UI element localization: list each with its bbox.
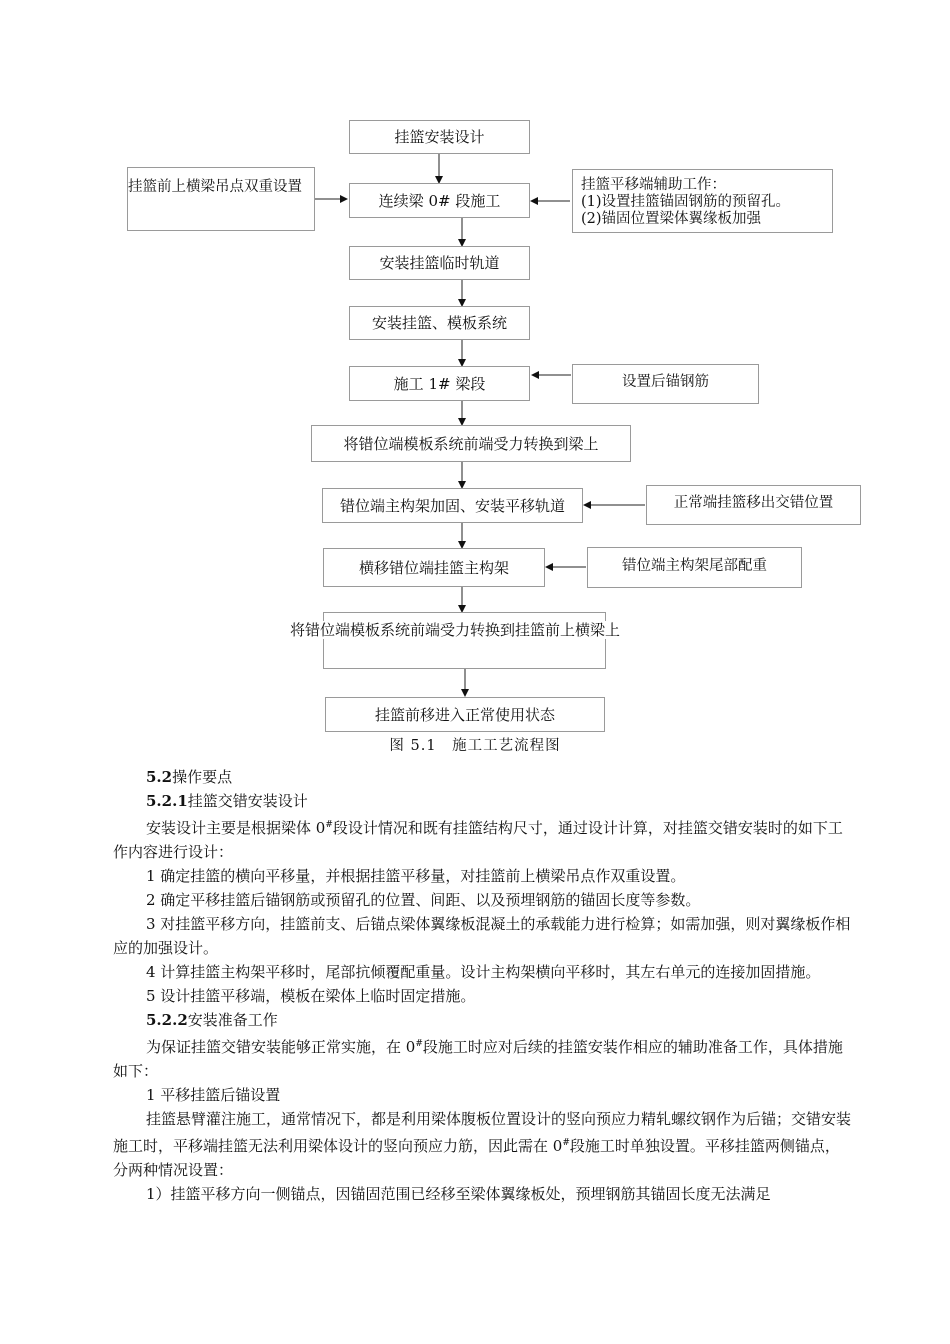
step-transfer-load-to-beam: 将错位端模板系统前端受力转换到梁上 [311,425,631,462]
side-normal-end-move-out: 正常端挂篮移出交错位置 [646,485,861,525]
design-item-2: 2 确定平移挂篮后锚钢筋或预留孔的位置、间距、以及预埋钢筋的锚固长度等参数。 [146,891,701,909]
heading-5-2 [113,765,853,789]
paragraph-preparation: 为保证挂篮交错安装能够正常实施，在 0#段施工时应对后续的挂篮安装作相应的辅助准备工作，具体措施如下： [113,1038,843,1080]
step-segment1-construction: 施工 1# 梁段 [349,366,530,401]
step-transfer-load-to-crossbeam-label: 将错位端模板系统前端受力转换到挂篮前上横梁上 [290,621,621,639]
subheading-rear-anchor: 1 平移挂篮后锚设置 [146,1086,281,1104]
step-install-design: 挂篮安装设计 [349,120,530,154]
heading-5-2-2 [113,1008,853,1032]
figure-caption: 图 5.1 施工工艺流程图 [389,738,561,754]
note-line-1: (1)设置挂篮锚固钢筋的预留孔。 [581,194,791,210]
design-item-1: 1 确定挂篮的横向平移量，并根据挂篮平移量，对挂篮前上横梁吊点作双重设置。 [146,867,686,885]
heading-5-2-1-title: 挂篮交错安装设计 [187,792,308,810]
note-title: 挂篮平移端辅助工作： [581,177,726,193]
step-transfer-load-to-crossbeam [290,612,621,669]
heading-5-2-title: 操作要点 [172,768,233,786]
step-install-temp-track: 安装挂篮临时轨道 [349,246,530,280]
body-text [113,765,853,1206]
heading-5-2-number: 5.2 [146,768,173,786]
heading-5-2-1 [113,789,853,813]
side-dual-lifting-points-label: 挂篮前上横梁吊点双重设置 [128,179,302,195]
step-traverse-main-frame: 横移错位端挂篮主构架 [323,548,545,587]
design-item-3: 3 对挂篮平移方向，挂篮前支、后锚点梁体翼缘板混凝土的承载能力进行检算；如需加强，则对翼缘板作相应的加强设计。 [113,915,851,957]
design-item-5: 5 设计挂篮平移端，模板在梁体上临时固定措施。 [146,987,476,1005]
note-line-2: (2)锚固位置梁体翼缘板加强 [581,211,762,227]
step-reinforce-install-track: 错位端主构架加固、安装平移轨道 [322,488,583,523]
side-auxiliary-work-note [572,169,833,233]
heading-5-2-2-title: 安装准备工作 [187,1011,278,1029]
step-install-basket-formwork: 安装挂篮、模板系统 [349,306,530,340]
side-dual-lifting-points [127,167,315,231]
side-tail-counterweight: 错位端主构架尾部配重 [587,547,802,588]
side-rear-anchor-rebar: 设置后锚钢筋 [572,364,759,404]
heading-5-2-1-number: 5.2.1 [146,792,188,810]
step-segment0-construction: 连续梁 0# 段施工 [349,183,530,218]
step-forward-normal-use: 挂篮前移进入正常使用状态 [325,697,605,732]
paragraph-anchor-case-1: 1）挂篮平移方向一侧锚点，因锚固范围已经移至梁体翼缘板处，预埋钢筋其锚固长度无法满足 [146,1185,771,1203]
heading-5-2-2-number: 5.2.2 [146,1011,188,1029]
paragraph-design: 安装设计主要是根据梁体 0#段设计情况和既有挂篮结构尺寸，通过设计计算，对挂篮交错安装时的如下工作内容进行设计： [113,819,843,861]
design-item-4: 4 计算挂篮主构架平移时，尾部抗倾覆配重量。设计主构架横向平移时，其左右单元的连接加固措施。 [146,963,821,981]
paragraph-rear-anchor: 挂篮悬臂灌注施工，通常情况下，都是利用梁体腹板位置设计的竖向预应力精轧螺纹钢作为后锚；交错安装施工时，平移端挂篮无法利用梁体设计的竖向预应力筋，因此需在 0#段施工时单独设置。平移挂篮两侧锚点，分两种情况设置： [113,1110,852,1179]
